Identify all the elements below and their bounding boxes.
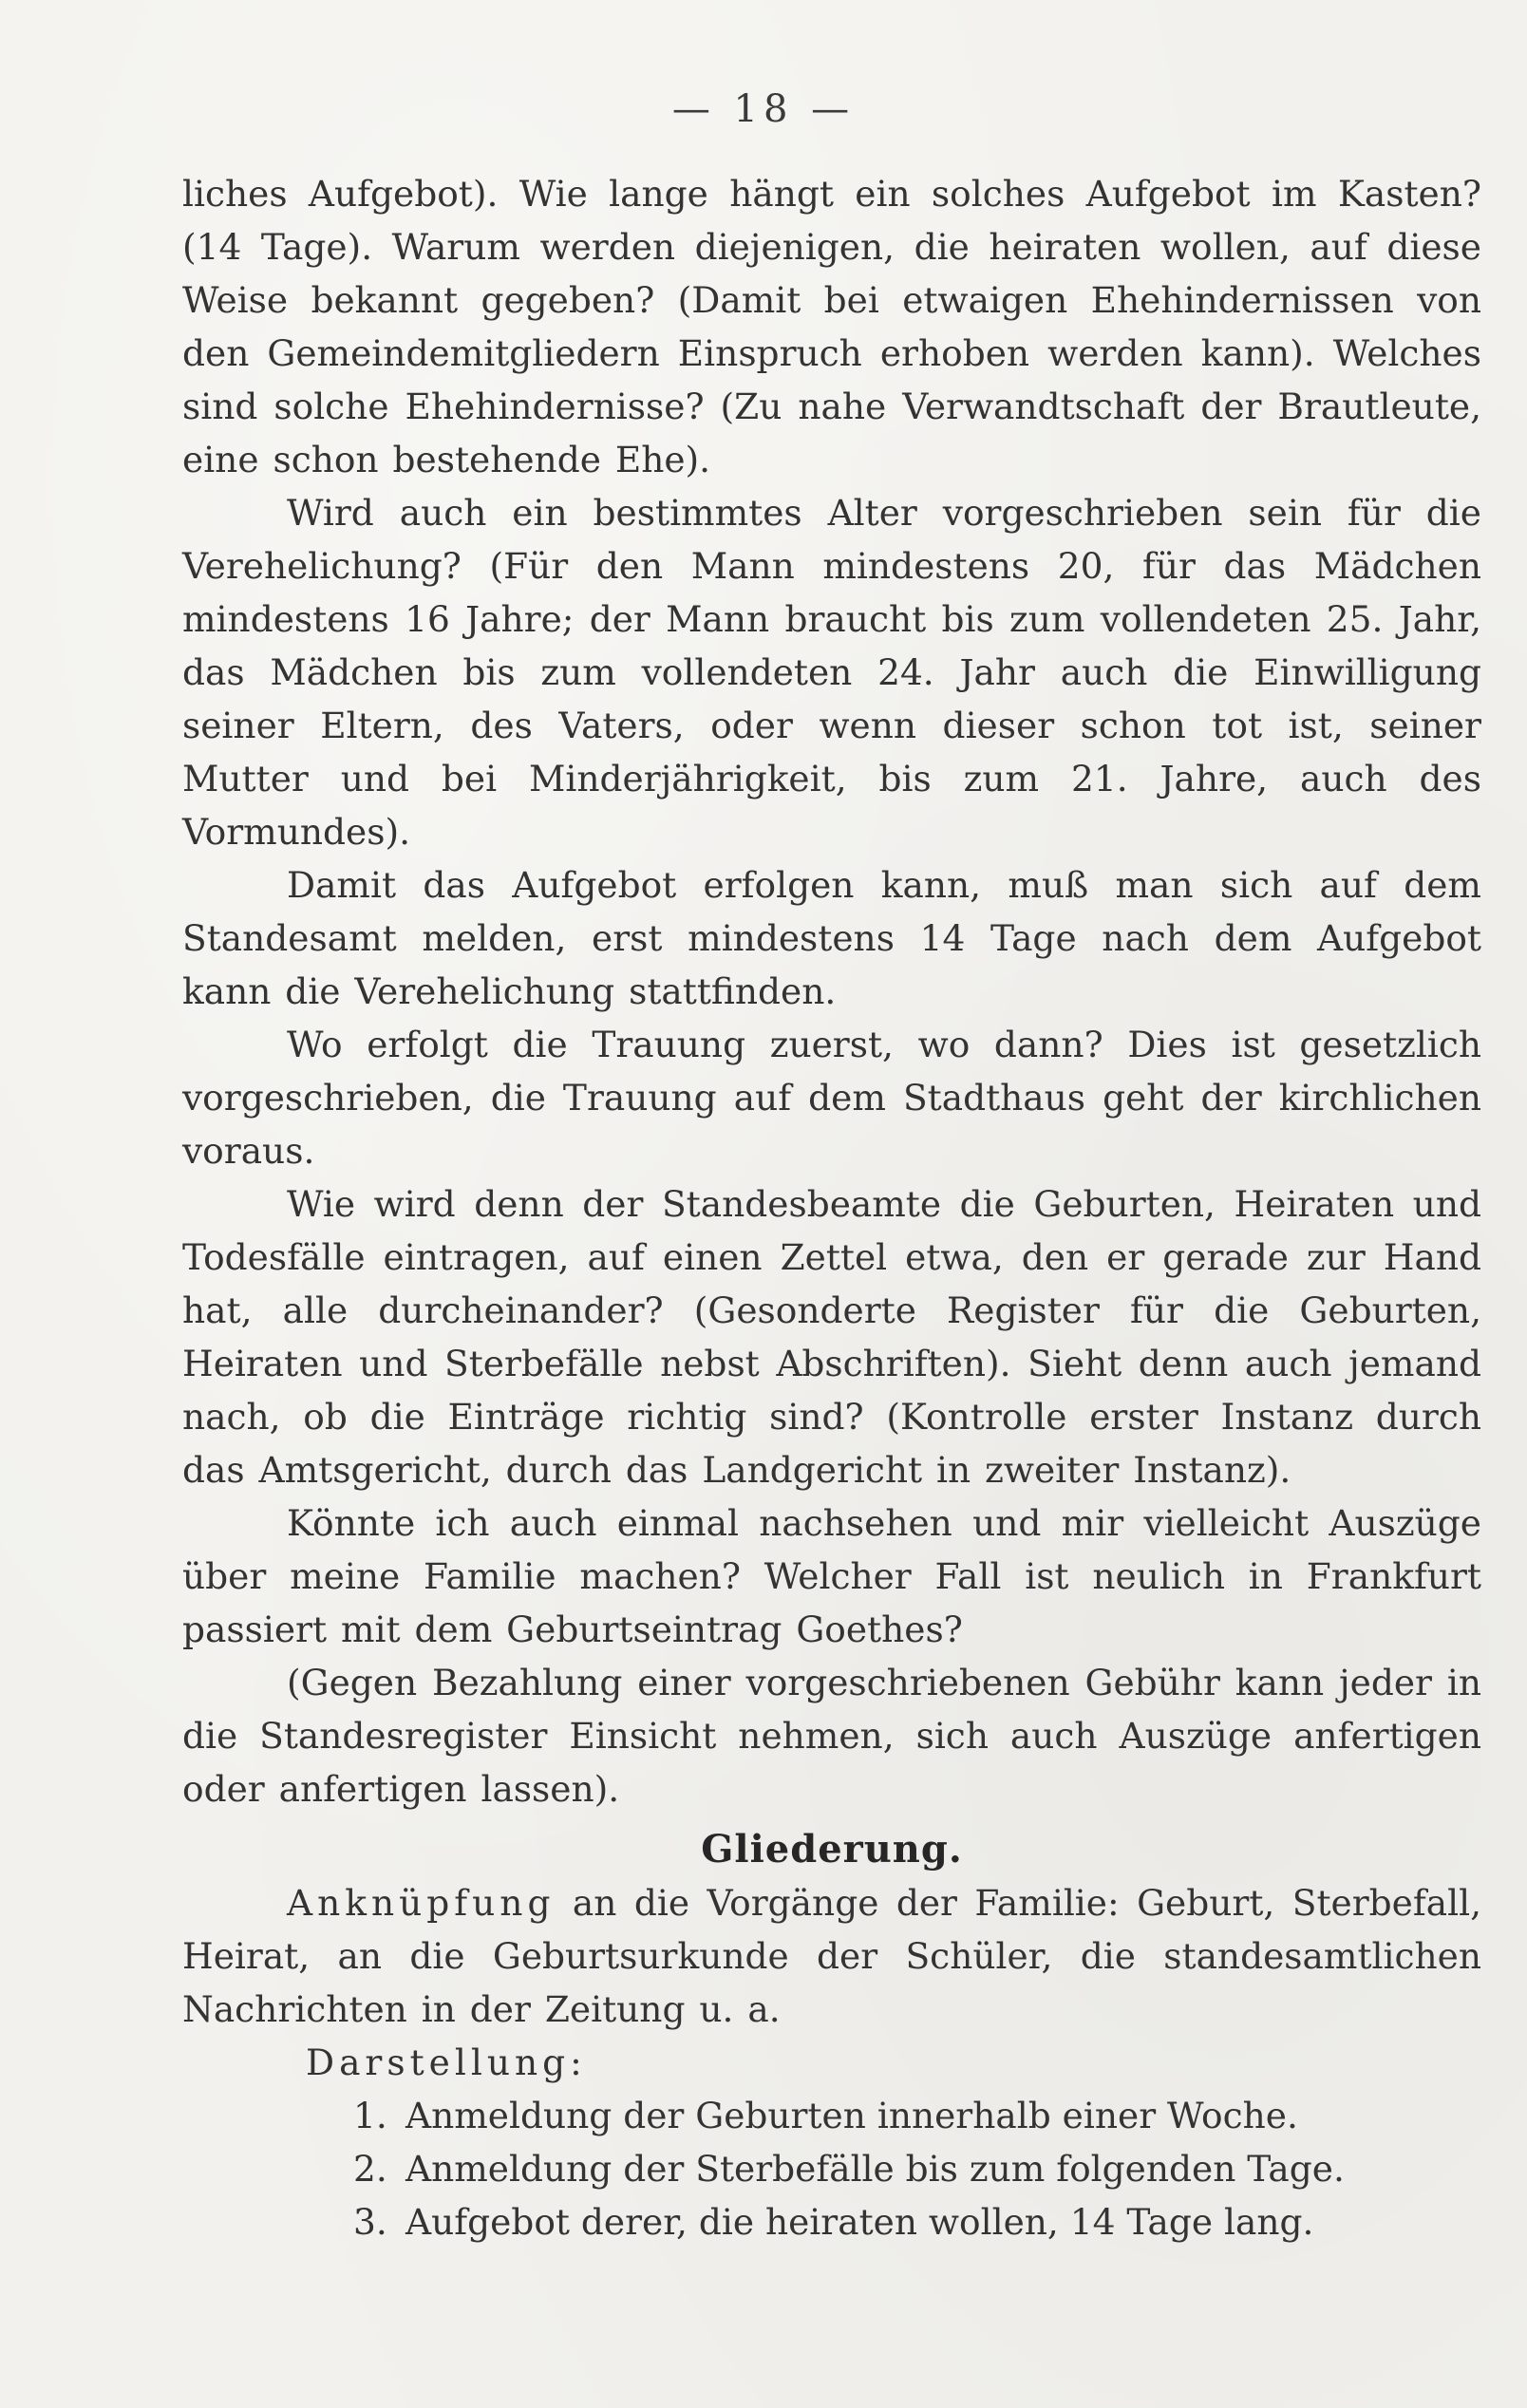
section-heading: Gliederung. bbox=[701, 1827, 963, 1872]
paragraph-standesamt: Damit das Aufgebot erfolgen kann, muß man sich auf dem Standesamt melden, erst mindestens 14 Tage nach dem Aufgebot kann die Verehelichung stattfinden. bbox=[182, 864, 1481, 1012]
list-item bbox=[182, 2195, 1481, 2248]
paragraph-register: Wie wird denn der Standesbeamte die Geburten, Heiraten und Todesfälle eintragen, auf einen Zettel etwa, den er gerade zur Hand hat, alle durcheinander? (Gesonderte Register für die Geburten, Heiraten und Sterbefälle nebst Abschriften). Sieht denn auch jemand nach, ob die Einträge richtig sind? (Kontrolle erster Instanz durch das Amtsgericht, durch das Landgericht in zweiter Instanz). bbox=[182, 1183, 1481, 1491]
paragraph-einsicht: (Gegen Bezahlung einer vorgeschriebenen Gebühr kann jeder in die Standesregister Einsicht nehmen, sich auch Auszüge anfertigen oder anfertigen lassen). bbox=[182, 1662, 1481, 1810]
paragraph-alter: Wird auch ein bestimmtes Alter vorgeschrieben sein für die Verehelichung? (Für den Mann mindestens 20, für das Mädchen mindestens 16 Jahre; der Mann braucht bis zum vollendeten 25. Jahr, das Mädchen bis zum vollendeten 24. Jahr auch die Einwilligung seiner Eltern, des Vaters, oder wenn dieser schon tot ist, seiner Mutter und bei Minderjährigkeit, bis zum 21. Jahre, auch des Vormundes). bbox=[182, 492, 1481, 853]
list-item-number: 2. bbox=[353, 2148, 387, 2190]
anknuepfung-text: an die Vorgänge der Familie: Geburt, Sterbefall, Heirat, an die Geburtsurkunde der Schüler, die standesamtlichen Nachrichten in der Zeitung u. a. bbox=[182, 1882, 1481, 2030]
list-item-text: Anmeldung der Geburten innerhalb einer Woche. bbox=[405, 2095, 1298, 2136]
page-content bbox=[182, 167, 1481, 2248]
paragraph-trauung: Wo erfolgt die Trauung zuerst, wo dann? Dies ist gesetzlich vorgeschrieben, die Trauung auf dem Stadthaus geht der kirchlichen voraus. bbox=[182, 1024, 1481, 1172]
darstellung-list bbox=[182, 2089, 1481, 2248]
paragraph-anknuepfung bbox=[182, 1876, 1481, 2036]
list-item-number: 1. bbox=[353, 2095, 387, 2136]
list-item bbox=[182, 2089, 1481, 2142]
list-item-text: Aufgebot derer, die heiraten wollen, 14 Tage lang. bbox=[405, 2201, 1314, 2243]
list-item-text: Anmeldung der Sterbefälle bis zum folgenden Tage. bbox=[405, 2148, 1345, 2190]
darstellung-label: Darstellung: bbox=[306, 2041, 587, 2083]
list-item bbox=[182, 2142, 1481, 2195]
paragraph-aufgebot: liches Aufgebot). Wie lange hängt ein solches Aufgebot im Kasten? (14 Tage). Warum werden diejenigen, die heiraten wollen, auf diese Weise bekannt gegeben? (Damit bei etwaigen Ehehindernissen von den Gemeindemitgliedern Einspruch erhoben werden kann). Welches sind solche Ehehindernisse? (Zu nahe Verwandtschaft der Brautleute, eine schon bestehende Ehe). bbox=[182, 173, 1481, 480]
anknuepfung-label: Anknüpfung bbox=[287, 1882, 556, 1924]
page-number: — 18 — bbox=[671, 87, 856, 131]
list-item-number: 3. bbox=[353, 2201, 387, 2243]
paragraph-auszuege: Könnte ich auch einmal nachsehen und mir vielleicht Auszüge über meine Familie machen? Welcher Fall ist neulich in Frankfurt passiert mit dem Geburtseintrag Goethes? bbox=[182, 1502, 1481, 1650]
